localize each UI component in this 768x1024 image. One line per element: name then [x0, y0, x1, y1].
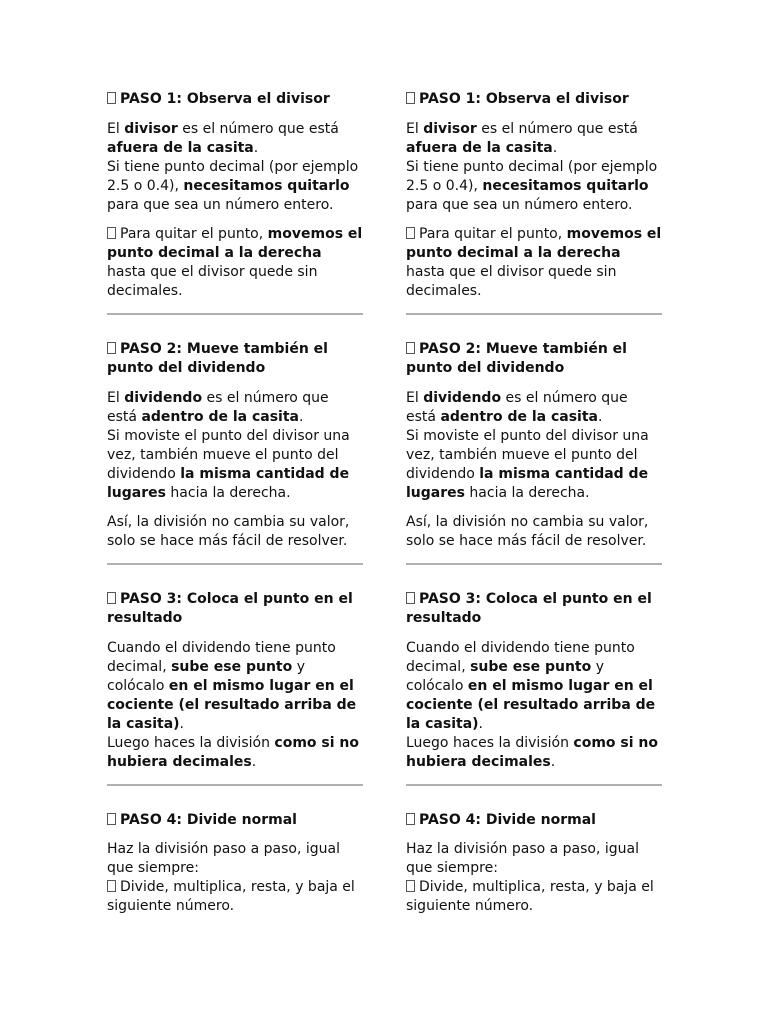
text-run: Si tiene punto decimal (por ejemplo 2.5 o 0.4), — [406, 158, 658, 194]
section-divider — [406, 784, 662, 786]
bold-text: divisor — [124, 120, 178, 137]
missing-glyph-icon — [107, 342, 116, 354]
step-paragraph — [107, 513, 363, 551]
step-title-text: PASO 2: Mueve también el punto del dividendo — [107, 340, 328, 376]
text-run: . — [299, 408, 304, 425]
step-paragraph — [406, 840, 662, 916]
missing-glyph-icon — [406, 227, 415, 239]
bold-text: como si no hubiera decimales — [406, 734, 658, 770]
text-run: es el número que está — [107, 389, 329, 425]
missing-glyph-icon — [406, 592, 415, 604]
section-divider — [107, 784, 363, 786]
text-run: y colócalo — [406, 658, 604, 694]
text-run: Cuando el dividendo tiene punto decimal, — [107, 639, 336, 675]
bold-text: sube ese punto — [470, 658, 592, 675]
bold-text: en el mismo lugar en el cociente (el resultado arriba de la casita) — [107, 677, 357, 732]
section-divider — [107, 563, 363, 565]
step-section — [406, 590, 662, 786]
bold-text: en el mismo lugar en el cociente (el resultado arriba de la casita) — [406, 677, 656, 732]
step-title — [406, 90, 662, 110]
text-run: Si moviste el punto del divisor una vez, también mueve el punto del dividendo — [406, 427, 649, 482]
text-run: Divide, multiplica, resta, y baja el siguiente número. — [406, 879, 654, 914]
step-title-text: PASO 4: Divide normal — [120, 811, 297, 828]
text-run: Así, la división no cambia su valor, solo se hace más fácil de resolver. — [107, 513, 350, 549]
missing-glyph-icon — [406, 92, 415, 104]
text-run: para que sea un número entero. — [406, 196, 633, 213]
bold-text: divisor — [423, 120, 477, 137]
text-run: Así, la división no cambia su valor, solo se hace más fácil de resolver. — [406, 513, 649, 549]
bold-text: necesitamos quitarlo — [482, 177, 649, 194]
step-section — [107, 340, 363, 565]
bold-text: adentro de la casita — [141, 408, 299, 425]
step-paragraph — [107, 225, 363, 301]
step-section — [406, 340, 662, 565]
step-title-text: PASO 2: Mueve también el punto del dividendo — [406, 340, 627, 376]
step-title — [406, 811, 662, 831]
text-run: . — [478, 715, 483, 732]
text-run: El — [107, 389, 125, 406]
step-title — [107, 340, 363, 379]
step-title — [107, 811, 363, 831]
step-paragraph — [107, 389, 363, 503]
step-paragraph — [406, 389, 662, 503]
text-run: El — [406, 389, 424, 406]
missing-glyph-icon — [406, 880, 415, 892]
bold-text: la misma cantidad de lugares — [406, 465, 649, 501]
missing-glyph-icon — [107, 880, 116, 892]
text-run: Si tiene punto decimal (por ejemplo 2.5 o 0.4), — [107, 158, 359, 194]
bold-text: movemos el punto decimal a la derecha — [107, 225, 363, 261]
section-divider — [406, 563, 662, 565]
missing-glyph-icon — [107, 813, 116, 825]
step-section — [406, 90, 662, 315]
column-right — [406, 90, 662, 926]
text-run: Luego haces la división — [406, 734, 574, 751]
step-section — [406, 811, 662, 917]
text-run: es el número que está — [177, 120, 339, 137]
bold-text: necesitamos quitarlo — [183, 177, 350, 194]
bold-text: adentro de la casita — [440, 408, 598, 425]
text-run: Cuando el dividendo tiene punto decimal, — [406, 639, 635, 675]
missing-glyph-icon — [107, 227, 116, 239]
step-title-text: PASO 3: Coloca el punto en el resultado — [406, 590, 652, 626]
text-run: Para quitar el punto, — [120, 225, 268, 242]
text-run: Divide, multiplica, resta, y baja el siguiente número. — [107, 879, 355, 914]
missing-glyph-icon — [406, 813, 415, 825]
bold-text: afuera de la casita — [107, 139, 254, 156]
step-title — [107, 90, 363, 110]
text-run: . — [550, 753, 556, 770]
bold-text: la misma cantidad de lugares — [107, 465, 350, 501]
text-run: Luego haces la división — [107, 734, 275, 751]
step-title-text: PASO 1: Observa el divisor — [120, 91, 330, 107]
step-title-text: PASO 3: Coloca el punto en el resultado — [107, 590, 353, 626]
text-run: es el número que está — [406, 389, 628, 425]
text-run: hasta que el divisor quede sin decimales. — [107, 263, 318, 299]
missing-glyph-icon — [107, 592, 116, 604]
bold-text: como si no hubiera decimales — [107, 734, 359, 770]
step-title — [107, 590, 363, 629]
text-run: Haz la división paso a paso, igual que siempre: — [406, 841, 639, 876]
step-paragraph — [107, 639, 363, 772]
step-section — [107, 590, 363, 786]
step-section — [107, 811, 363, 917]
missing-glyph-icon — [107, 92, 116, 104]
text-run: Si moviste el punto del divisor una vez, también mueve el punto del dividendo — [107, 427, 350, 482]
text-run: Haz la división paso a paso, igual que siempre: — [107, 841, 340, 876]
step-section — [107, 90, 363, 315]
text-run: Para quitar el punto, — [419, 225, 567, 242]
text-run: El — [107, 120, 125, 137]
text-run: . — [179, 715, 184, 732]
step-paragraph — [406, 639, 662, 772]
text-run: hacia la derecha. — [165, 484, 291, 501]
text-run: . — [552, 139, 558, 156]
step-paragraph — [406, 225, 662, 301]
bold-text: dividendo — [423, 389, 502, 406]
step-paragraph — [406, 513, 662, 551]
step-paragraph — [107, 120, 363, 215]
step-title-text: PASO 4: Divide normal — [419, 811, 596, 828]
step-title — [406, 590, 662, 629]
text-run: . — [253, 139, 259, 156]
section-divider — [107, 313, 363, 315]
text-run: hacia la derecha. — [464, 484, 590, 501]
column-left — [107, 90, 363, 926]
step-title — [406, 340, 662, 379]
section-divider — [406, 313, 662, 315]
bold-text: dividendo — [124, 389, 203, 406]
text-run: hasta que el divisor quede sin decimales. — [406, 263, 617, 299]
bold-text: movemos el punto decimal a la derecha — [406, 225, 662, 261]
text-run: . — [598, 408, 603, 425]
text-run: es el número que está — [476, 120, 638, 137]
step-paragraph — [107, 840, 363, 916]
bold-text: sube ese punto — [171, 658, 293, 675]
text-run: y colócalo — [107, 658, 305, 694]
missing-glyph-icon — [406, 342, 415, 354]
text-run: El — [406, 120, 424, 137]
text-run: para que sea un número entero. — [107, 196, 334, 213]
bold-text: afuera de la casita — [406, 139, 553, 156]
text-run: . — [251, 753, 257, 770]
step-title-text: PASO 1: Observa el divisor — [419, 91, 629, 107]
step-paragraph — [406, 120, 662, 215]
